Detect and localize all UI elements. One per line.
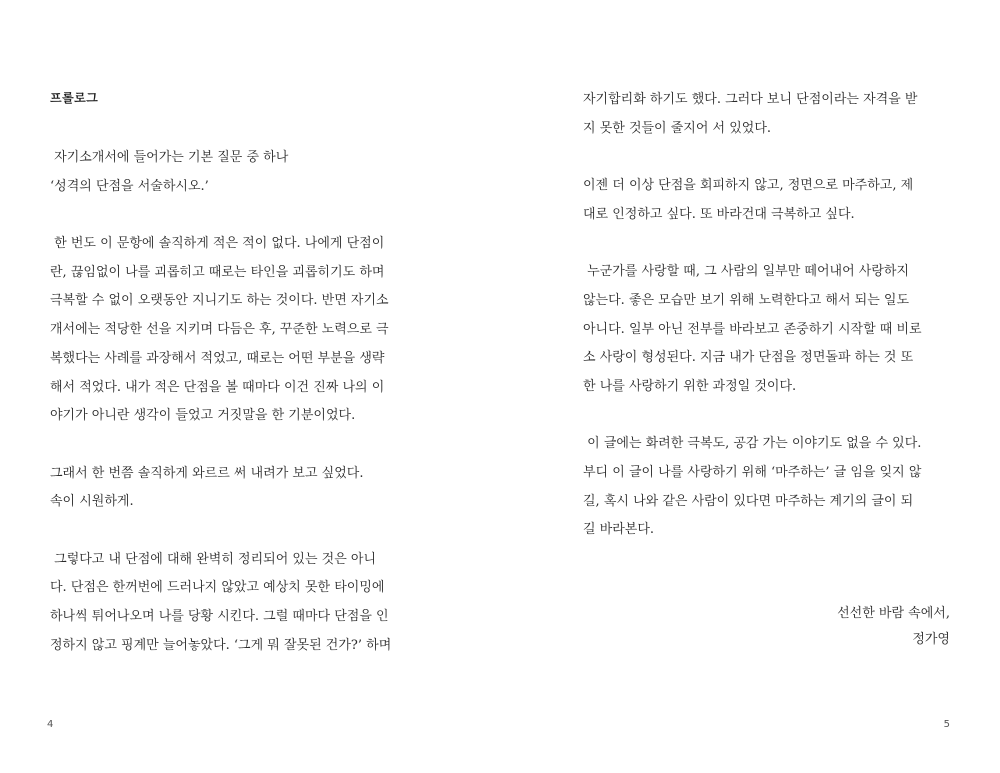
text-line: 그래서 한 번쯤 솔직하게 와르르 써 내려가 보고 싶었다. (50, 465, 364, 481)
paragraph (583, 172, 951, 229)
text-line: 한 나를 사랑하기 위한 과정일 것이다. (583, 378, 797, 394)
text-line: 않는다. 좋은 모습만 보기 위해 노력한다고 해서 되는 일도 (583, 292, 910, 308)
text-line: 길, 혹시 나와 같은 사람이 있다면 마주하는 계기의 글이 되 (583, 493, 914, 509)
text-line: 극복할 수 없이 오랫동안 지니기도 하는 것이다. 반면 자기소 (50, 293, 389, 309)
text-line: 하나씩 튀어나오며 나를 당황 시킨다. 그럴 때마다 단점을 인 (50, 609, 389, 624)
text-line: 복했다는 사례를 과장해서 적었고, 때로는 어떤 부분을 생략 (50, 350, 385, 366)
author-name: 정가영 (912, 632, 950, 647)
right-page-body (583, 86, 951, 574)
signature-place-line: 선선한 바람 속에서, (837, 606, 950, 621)
right-page (500, 0, 1000, 773)
text-line: 대로 인정하고 싶다. 또 바라건대 극복하고 싶다. (583, 206, 855, 222)
text-line: 한 번도 이 문항에 솔직하게 적은 적이 없다. 나에게 단점이 (50, 236, 385, 252)
text-line: 자기소개서에 들어가는 기본 질문 중 하나 (50, 150, 289, 165)
text-line: 아니다. 일부 아닌 전부를 바라보고 존중하기 시작할 때 비로 (583, 321, 922, 337)
text-line: 개서에는 적당한 선을 지키며 다듬은 후, 꾸준한 노력으로 극 (50, 322, 389, 338)
paragraph (50, 144, 419, 201)
text-line: 그렇다고 내 단점에 대해 완벽히 정리되어 있는 것은 아니 (50, 551, 377, 567)
text-line: 이 글에는 화려한 극복도, 공감 가는 이야기도 없을 수 있다. (583, 436, 922, 452)
paragraph (583, 430, 951, 545)
text-line: 이젠 더 이상 단점을 회피하지 않고, 정면으로 마주하고, 제 (583, 178, 914, 194)
text-line: 지 못한 것들이 줄지어 서 있었다. (583, 120, 772, 136)
text-line: ‘성격의 단점을 서술하시오.’ (50, 178, 209, 194)
signature-block (837, 601, 950, 653)
text-line: 야기가 아니란 생각이 들었고 거짓말을 한 기분이었다. (50, 408, 356, 424)
text-line: 소 사랑이 형성된다. 지금 내가 단점을 정면돌파 하는 것 또 (583, 350, 914, 366)
left-page-body (50, 144, 419, 689)
chapter-heading: 프롤로그 (50, 91, 99, 105)
paragraph (583, 86, 951, 143)
text-line: 자기합리화 하기도 했다. 그러다 보니 단점이라는 자격을 받 (583, 92, 918, 107)
text-line: 정하지 않고 핑계만 늘어놓았다. ‘그게 뭐 잘못된 건가?’ 하며 (50, 637, 392, 653)
page-number-left: 4 (47, 719, 54, 730)
text-line: 부디 이 글이 나를 사랑하기 위해 ‘마주하는’ 글 임을 잊지 않 (583, 464, 922, 480)
text-line: 란, 끊임없이 나를 괴롭히고 때로는 타인을 괴롭히기도 하며 (50, 264, 385, 280)
paragraph (50, 460, 419, 517)
text-line: 속이 시원하게. (50, 494, 134, 510)
paragraph (50, 546, 419, 661)
text-line: 다. 단점은 한꺼번에 드러나지 않았고 예상치 못한 타이밍에 (50, 580, 385, 596)
paragraph (50, 230, 419, 431)
paragraph (583, 258, 951, 401)
text-line: 해서 적었다. 내가 적은 단점을 볼 때마다 이건 진짜 나의 이 (50, 379, 385, 395)
text-line: 길 바라본다. (583, 522, 655, 538)
text-line: 누군가를 사랑할 때, 그 사람의 일부만 떼어내어 사랑하지 (583, 264, 910, 280)
page-number-right: 5 (943, 719, 950, 730)
